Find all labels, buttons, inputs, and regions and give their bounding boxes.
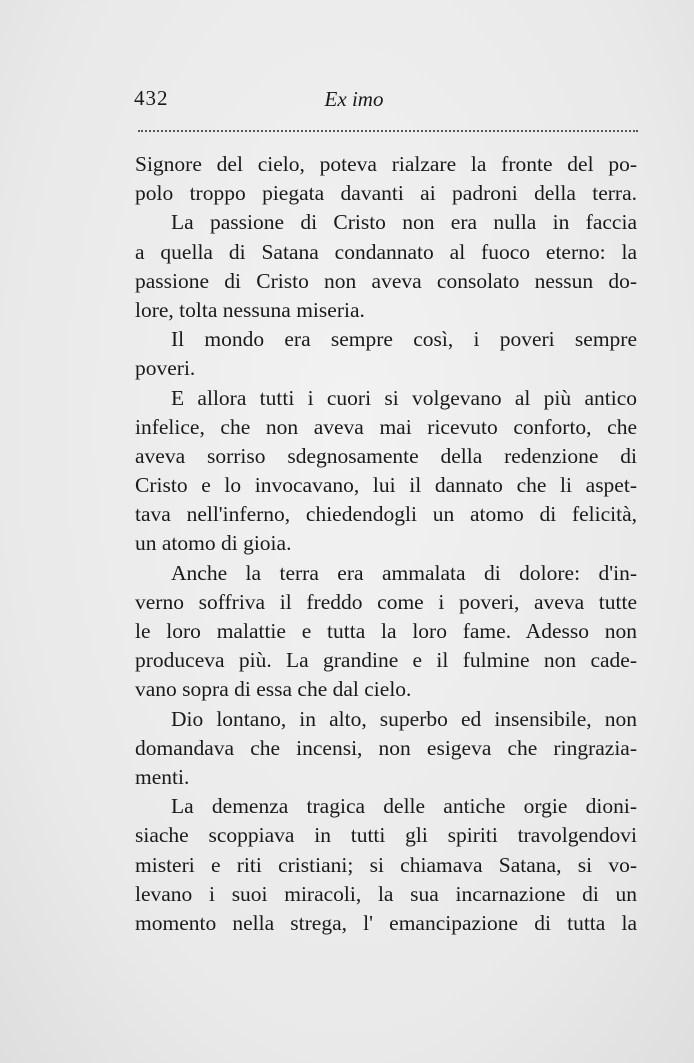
text-line: misteri e riti cristiani; si chiamava Satana, si vo- [135, 852, 637, 877]
text-line: domandava che incensi, non esigeva che ringrazia- [135, 735, 637, 760]
text-line: le loro malattie e tutta la loro fame. Adesso non [135, 619, 637, 643]
text-line: levano i suoi miracoli, la sua incarnazione di un [135, 881, 637, 906]
text-line: siache scoppiava in tutti gli spiriti travolgendovi [135, 823, 637, 848]
running-title: Ex imo [324, 87, 384, 111]
text-line: poveri. [135, 356, 196, 381]
text-line: infelice, che non aveva mai ricevuto conforto, che [135, 414, 637, 439]
text-line: produceva più. La grandine e il fulmine non cade- [135, 648, 637, 673]
text-line: lore, tolta nessuna miseria. [135, 297, 365, 322]
text-line: La passione di Cristo non era nulla in faccia [171, 210, 637, 235]
text-line: passione di Cristo non aveva consolato nessun do- [135, 268, 637, 293]
text-line: Anche la terra era ammalata di dolore: d'in- [171, 560, 637, 585]
text-line: un atomo di gioia. [135, 531, 292, 556]
text-line: Dio lontano, in alto, superbo ed insensibile, non [171, 706, 637, 731]
text-line: vano sopra di essa che dal cielo. [135, 677, 412, 702]
body-text [135, 150, 637, 938]
text-line: polo troppo piegata davanti ai padroni della terra. [135, 181, 637, 206]
text-line: Signore del cielo, poteva rialzare la fronte del po- [135, 152, 637, 176]
text-line: verno soffriva il freddo come i poveri, aveva tutte [135, 589, 637, 614]
text-line: momento nella strega, l' emancipazione di tutta la [135, 910, 637, 935]
text-line: aveva sorriso sdegnosamente della redenzione di [135, 443, 637, 468]
text-line: Il mondo era sempre così, i poveri sempre [171, 327, 637, 352]
header-dotted-rule [138, 130, 638, 132]
text-line: tava nell'inferno, chiedendogli un atomo di felicità, [135, 502, 637, 527]
text-line: a quella di Satana condannato al fuoco eterno: la [135, 239, 637, 264]
page-number: 432 [134, 86, 169, 110]
text-line: Cristo e lo invocavano, lui il dannato che li aspet- [135, 473, 637, 498]
text-line: menti. [135, 764, 190, 789]
text-line: La demenza tragica delle antiche orgie dioni- [171, 794, 637, 819]
text-line: E allora tutti i cuori si volgevano al più antico [171, 385, 637, 410]
